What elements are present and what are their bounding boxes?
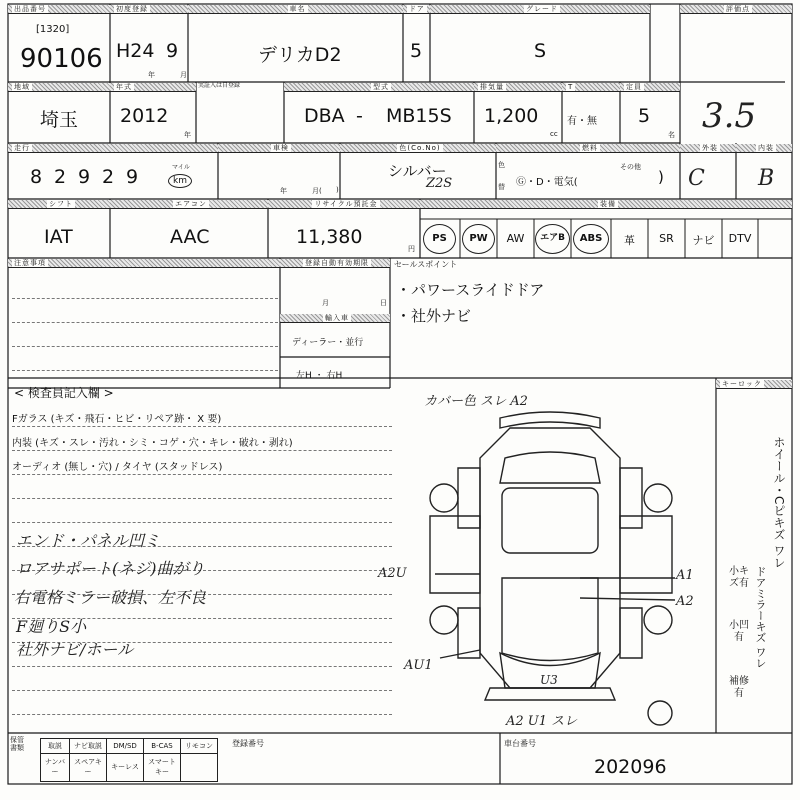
header-interior: 内装: [736, 144, 792, 153]
notes-line: [12, 298, 278, 299]
import-dealer: ディーラー・並行: [292, 338, 364, 348]
lot-number: 90106: [20, 44, 103, 74]
handwritten-note-3: 右電格ミラー破損、左不良: [14, 588, 207, 607]
grade: S: [534, 40, 547, 62]
inspector-audio-tyre: オーディオ (無し・穴) / タイヤ (スタッドレス): [12, 462, 223, 473]
header-model-type: 型式: [284, 83, 474, 92]
inspector-line: [12, 714, 392, 715]
notes-line: [12, 346, 278, 347]
storage-empty-cell: [181, 753, 218, 781]
reg-deadline-month: 月: [322, 299, 329, 307]
handwritten-note-1: エンド・パネル凹ミ: [16, 531, 161, 550]
model-sep: -: [356, 105, 363, 127]
inspector-line: [12, 498, 392, 499]
model-year: 2012: [120, 105, 169, 127]
inspector-line: [12, 450, 392, 451]
score-value: 3.5: [702, 96, 757, 136]
header-aircon: エアコン: [110, 200, 268, 209]
capacity-value: 5: [638, 105, 651, 127]
mileage-digit: 9: [78, 166, 91, 188]
equip-abs-circled: ABS: [573, 224, 609, 254]
displacement-value: 1,200: [484, 105, 539, 127]
diagram-mark-bottom-left: AU1: [404, 658, 433, 673]
storage-label: 保管書類: [10, 736, 24, 752]
model-year-unit: 年: [184, 131, 191, 139]
diagram-mark-left: A2U: [378, 566, 407, 581]
inspector-line: [12, 666, 392, 667]
storage-item: DM/SD: [107, 739, 144, 754]
capacity-unit: 名: [668, 131, 675, 139]
notes-line: [12, 322, 278, 323]
storage-item: ナンバー: [41, 753, 70, 781]
exterior-grade: C: [688, 166, 705, 191]
header-car-name: 車名: [188, 5, 403, 14]
equip-dtv: DTV: [728, 232, 752, 245]
storage-item: キーレス: [107, 753, 144, 781]
fuel-options: Ⓖ・D・電気(: [516, 177, 578, 188]
fuel-close: ): [658, 168, 664, 186]
aircon: AAC: [170, 226, 210, 248]
mileage-unit-miles: マイル: [172, 164, 190, 171]
model-year-note: 実証入は自登録: [198, 82, 241, 89]
header-doors: ドア: [403, 5, 430, 14]
header-capacity: 定員: [620, 83, 680, 92]
diagram-mark-right-2: A2: [676, 594, 694, 609]
header-reg-deadline: 登録自動有効期限: [280, 259, 390, 268]
header-recycle: リサイクル預託金: [268, 200, 420, 209]
sales-point-2: ・社外ナビ: [396, 307, 472, 325]
inspector-f-glass: Fガラス (キズ・飛石・ヒビ・リペア跡・ X 要): [12, 414, 222, 425]
header-fuel: 燃料: [496, 144, 680, 153]
inspection-month-unit: 月(: [312, 187, 322, 195]
right-vertical-sub-2: 小凹有: [729, 620, 749, 643]
diagram-mark-top: カバー色 スレ A2: [424, 394, 528, 409]
storage-item: ナビ取説: [70, 739, 107, 754]
header-shift: シフト: [8, 200, 110, 209]
handwritten-note-2: ロアサポート(ネジ)曲がり: [16, 559, 205, 578]
inspector-line: [12, 426, 392, 427]
header-mileage: 走行: [8, 144, 218, 153]
mileage-digit: 8: [30, 166, 43, 188]
color-name: シルバー: [388, 162, 447, 180]
handwritten-note-4: F廻りS小: [16, 617, 87, 636]
header-displacement: 排気量: [474, 83, 562, 92]
inspector-line: [12, 522, 392, 523]
diagram-mark-right-1: A1: [676, 568, 694, 583]
transmission: IAT: [44, 226, 73, 248]
header-first-reg: 初度登録: [110, 5, 188, 14]
storage-item: スマートキー: [144, 753, 181, 781]
car-damage-diagram: [410, 388, 710, 733]
lot-bracket: [1320]: [36, 24, 70, 35]
header-turbo: T: [562, 83, 620, 92]
storage-item: B-CAS: [144, 739, 181, 754]
equip-ps-circled: PS: [423, 224, 456, 254]
displacement-unit: cc: [550, 130, 558, 138]
header-inspection: 車検: [218, 144, 340, 153]
color-side-label-1: 色: [498, 161, 505, 169]
color-code: Z2S: [426, 176, 453, 191]
mileage-digit: 2: [102, 166, 115, 188]
header-keylock: キーロック: [716, 380, 792, 389]
steering-side: 左H ・ 右H: [296, 371, 343, 381]
inspector-line: [12, 690, 392, 691]
color-side-label-2: 替: [498, 183, 505, 191]
header-model-year: 年式: [110, 83, 196, 92]
mileage-unit-km: km: [168, 174, 192, 188]
storage-item: リモコン: [181, 739, 218, 754]
equip-sunroof: SR: [659, 232, 674, 245]
diagram-mark-bottom: A2 U1 スレ: [506, 714, 578, 729]
handwritten-note-5: 社外ナビ/ホール: [16, 640, 134, 659]
interior-grade: B: [758, 166, 775, 191]
equip-airbag-circled: エアB: [535, 224, 570, 254]
chassis-no: 202096: [594, 756, 667, 778]
fuel-other: その他: [620, 163, 641, 171]
mileage-digit: 9: [126, 166, 139, 188]
region: 埼玉: [40, 109, 79, 131]
reg-deadline-day: 日: [380, 299, 387, 307]
chassis-no-label: 車台番号: [504, 739, 536, 748]
equip-pw-circled: PW: [462, 224, 495, 254]
header-grade: グレード: [430, 5, 650, 14]
storage-item: 取説: [41, 739, 70, 754]
header-score: 評価点: [680, 5, 792, 14]
right-vertical-sub-1: 小キズ有: [729, 566, 749, 589]
sales-point-1: ・パワースライドドア: [396, 281, 545, 299]
inspection-year-unit: 年: [280, 187, 287, 195]
notes-line: [12, 370, 278, 371]
first-reg-year: H24: [116, 40, 155, 62]
header-equipment: 装備: [420, 200, 792, 209]
inspector-line: [12, 474, 392, 475]
inspector-label: < 検査員記入欄 >: [14, 386, 114, 400]
turbo-options: 有・無: [567, 116, 597, 127]
mileage-digit: 2: [54, 166, 67, 188]
recycle-fee-unit: 円: [408, 245, 415, 253]
car-name: デリカD2: [258, 44, 342, 66]
model-prefix: DBA: [304, 105, 345, 127]
header-exterior: 外装: [680, 144, 736, 153]
model-code: MB15S: [386, 105, 452, 127]
sales-points-label: セールスポイント: [394, 260, 458, 269]
inspector-interior: 内装 (キズ・スレ・汚れ・シミ・コゲ・穴・キレ・破れ・剥れ): [12, 438, 293, 449]
first-reg-year-unit: 年: [148, 71, 155, 79]
inspection-close: ): [336, 186, 339, 194]
header-color: 色(Co.No): [340, 144, 496, 153]
right-vertical-line-1: ホイール・Cピキズ ワレ: [772, 436, 786, 569]
equip-leather: 革: [624, 234, 635, 247]
header-lot-no: 出品番号: [8, 5, 110, 14]
equip-aw: AW: [506, 232, 525, 245]
header-notes: 注意事項: [8, 259, 280, 268]
header-region: 地域: [8, 83, 110, 92]
right-vertical-line-2: ドアミラーキズ ワレ: [754, 566, 767, 669]
right-vertical-sub-3: 補修有: [729, 676, 749, 699]
storage-item: スペアキー: [70, 753, 107, 781]
header-import: 輸入車: [280, 314, 390, 323]
storage-items-table: [40, 738, 218, 782]
equip-navi: ナビ: [692, 234, 715, 247]
diagram-mark-bottom-mid: U3: [540, 673, 558, 687]
first-reg-month: 9: [166, 40, 179, 62]
doors: 5: [410, 40, 423, 62]
first-reg-month-unit: 月: [180, 71, 187, 79]
reg-no-label: 登録番号: [232, 739, 264, 748]
recycle-fee: 11,380: [296, 226, 363, 248]
